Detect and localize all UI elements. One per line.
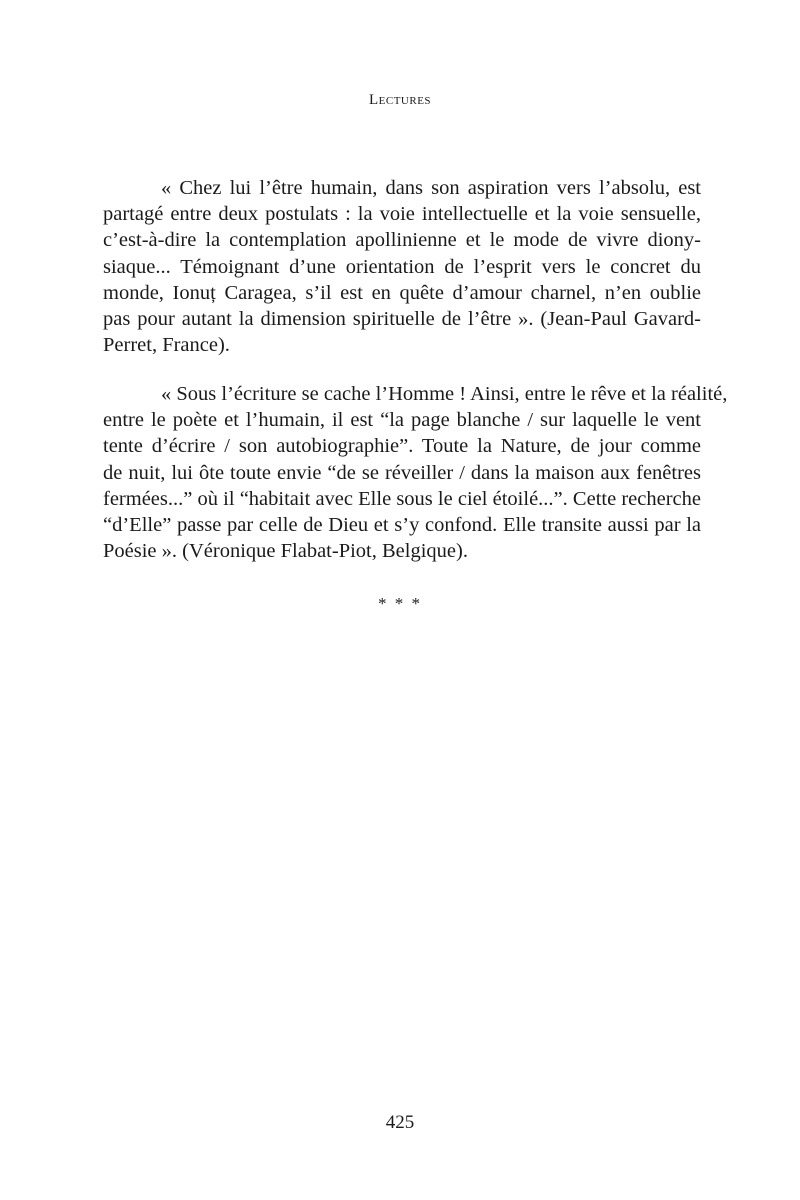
paragraph-line: tente d’écrire / son autobiographie”. Toute la Nature, de jour comme xyxy=(103,435,701,458)
section-separator: * * * xyxy=(378,594,422,613)
paragraph-line: siaque... Témoignant d’une orientation de l’esprit vers le concret du xyxy=(103,255,701,278)
paragraph-line: « Chez lui l’être humain, dans son aspiration vers l’absolu, est xyxy=(161,177,701,199)
paragraph-line: c’est-à-dire la contemplation apollinienne et le mode de vivre diony- xyxy=(103,229,701,252)
paragraph-line: partagé entre deux postulats : la voie intellectuelle et la voie sensuelle, xyxy=(103,203,701,226)
paragraph-line: monde, Ionuț Caragea, s’il est en quête d’amour charnel, n’en oublie xyxy=(103,281,701,304)
paragraph-line: Poésie ». (Véronique Flabat-Piot, Belgique). xyxy=(103,540,468,563)
quote-paragraph-flabat-piot xyxy=(103,381,728,564)
quote-paragraph-gavard-perret xyxy=(103,175,701,358)
paragraph-line: de nuit, lui ôte toute envie “de se réveiller / dans la maison aux fenêtres xyxy=(103,461,701,484)
paragraph-line: Perret, France). xyxy=(103,334,230,357)
paragraph-line: pas pour autant la dimension spirituelle de l’être ». (Jean-Paul Gavard- xyxy=(103,308,701,331)
page-number: 425 xyxy=(385,1112,415,1133)
paragraph-line: « Sous l’écriture se cache l’Homme ! Ainsi, entre le rêve et la réalité, xyxy=(161,383,728,405)
paragraph-line: entre le poète et l’humain, il est “la page blanche / sur laquelle le vent xyxy=(103,409,701,432)
paragraph-line: “d’Elle” passe par celle de Dieu et s’y confond. Elle transite aussi par la xyxy=(103,514,701,537)
running-head: Lectures xyxy=(368,92,432,108)
paragraph-line: fermées...” où il “habitait avec Elle sous le ciel étoilé...”. Cette recherche xyxy=(103,487,701,510)
